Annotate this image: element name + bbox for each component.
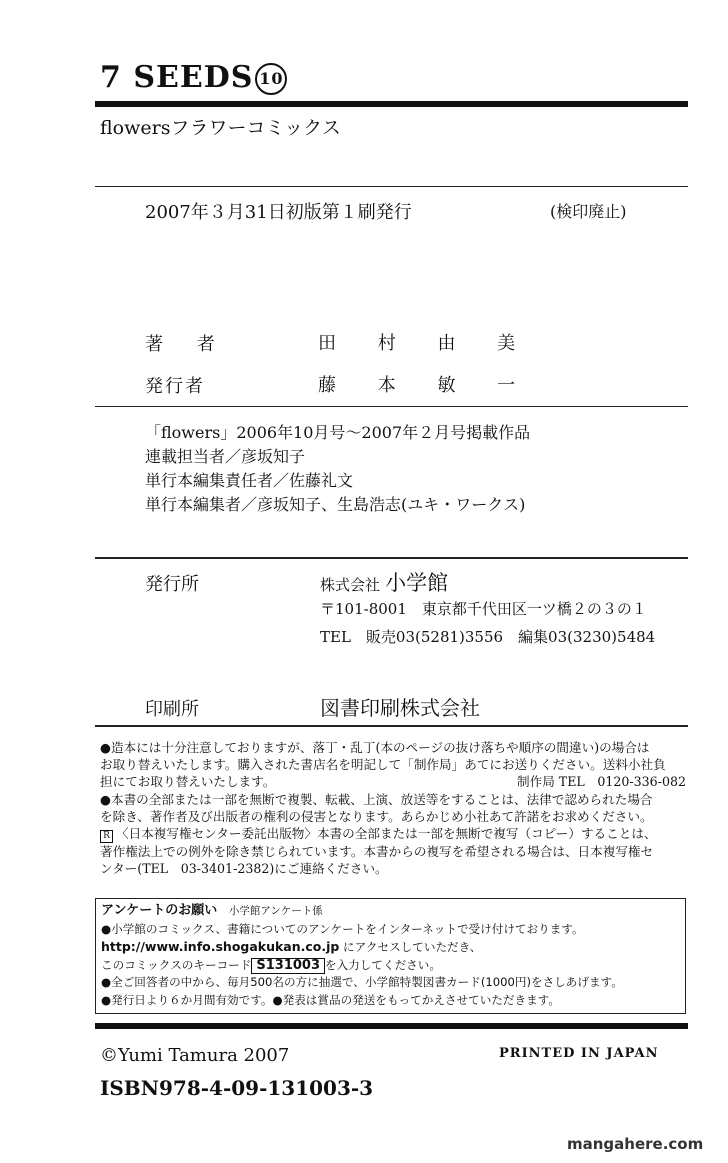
key-code: S131003 [251,958,325,974]
survey-line [101,938,686,957]
note-line [100,825,692,843]
note-line [100,773,692,790]
survey-line: ●全ご回答者の中から、毎月500名の方に抽選で、小学館特製図書カード(1000円)をさしあげます。 [101,975,623,989]
note-line: を除き、著作者及び出版者の権利の侵害となります。あらかじめ小社あて許諾をお求めください。 [100,808,653,824]
book-title [100,60,287,95]
series-name: flowersフラワーコミックス [100,117,341,139]
divider [95,186,688,187]
divider [95,725,688,727]
note-line: お取り替えいたします。購入された書店名を明記して「制作局」あてにお送りください。送料小社負 [100,757,666,773]
survey-heading [101,902,686,921]
title-text: 7 SEEDS [100,60,254,95]
divider [95,406,688,407]
company-address: 〒101-8001 東京都千代田区一ツ橋２の３の１ [320,600,647,618]
survey-line: ●発行日より６か月間有効です。●発表は賞品の発送をもってかえさせていただきます。 [101,992,560,1007]
survey-url[interactable]: http://www.info.shogakukan.co.jp [101,939,340,954]
survey-dept: 小学館アンケート係 [228,905,323,917]
volume-badge: 10 [255,63,287,95]
divider [95,557,688,559]
author-label: 著 者 [145,334,229,355]
serial-line: 単行本編集責任者／佐藤礼文 [145,471,354,490]
note-line: ●本書の全部または一部を無断で複製、転載、上演、放送等をすることは、法律で認められた場合 [100,791,653,807]
serial-line: 単行本編集者／彦坂知子、生島浩志(ユキ・ワークス) [145,495,526,514]
company-label: 発行所 [145,574,199,595]
note-tel: 制作局 TEL 0120-336-082 [517,774,686,790]
survey-line: ●小学館のコミックス、書籍についてのアンケートをインターネットで受け付けております。 [101,921,584,936]
publisher-label: 発行者 [145,376,205,397]
author-name: 田 村 由 美 [318,333,534,354]
note-line: ●造本には十分注意しておりますが、落丁・乱丁(本のページの抜け落ちや順序の間違い)の場合は [100,740,650,755]
serial-line: 連載担当者／彦坂知子 [145,447,306,466]
watermark: mangahere.com [567,1135,704,1153]
company-title: 小学館 [385,571,449,595]
note-line: ンター(TEL 03-3401-2382)にご連絡ください。 [100,861,388,877]
survey [101,902,686,1009]
company-name [320,567,448,597]
publisher-name: 藤 本 敏 一 [318,375,534,396]
isbn: ISBN978-4-09-131003-3 [100,1076,374,1100]
registered-mark: R [100,830,113,843]
header-rule [95,101,688,107]
note-line: 著作権法上での例外を除き禁じられています。本書からの複写を希望される場合は、日本複写権セ [100,844,654,860]
survey-text: にアクセスしていただき、 [339,940,482,954]
survey-line [101,957,686,975]
note-text: 〈日本複写権センター委託出版物〉本書の全部または一部を無断で複写（コピー）することは、 [116,826,657,842]
footer-rule [95,1023,688,1029]
printed-in: PRINTED IN JAPAN [499,1046,659,1061]
survey-text: このコミックスのキーコード [101,957,252,972]
note-text: 担にてお取り替えいたします。 [100,774,276,790]
edition-date: 2007年３月31日初版第１刷発行 [145,202,412,223]
edition-stamp: (検印廃止) [550,202,627,221]
survey-text: を入力してください。 [325,957,441,972]
legal-notes [100,739,692,877]
survey-title: アンケートのお願い [101,903,218,918]
serial-line: 「flowers」2006年10月号〜2007年２月号掲載作品 [145,423,531,442]
company-prefix: 株式会社 [320,576,381,594]
company-tel: TEL 販売03(5281)3556 編集03(3230)5484 [320,628,656,646]
copyright: ©Yumi Tamura 2007 [100,1045,290,1066]
printer-name: 図書印刷株式会社 [320,696,480,720]
printer-label: 印刷所 [145,699,199,720]
